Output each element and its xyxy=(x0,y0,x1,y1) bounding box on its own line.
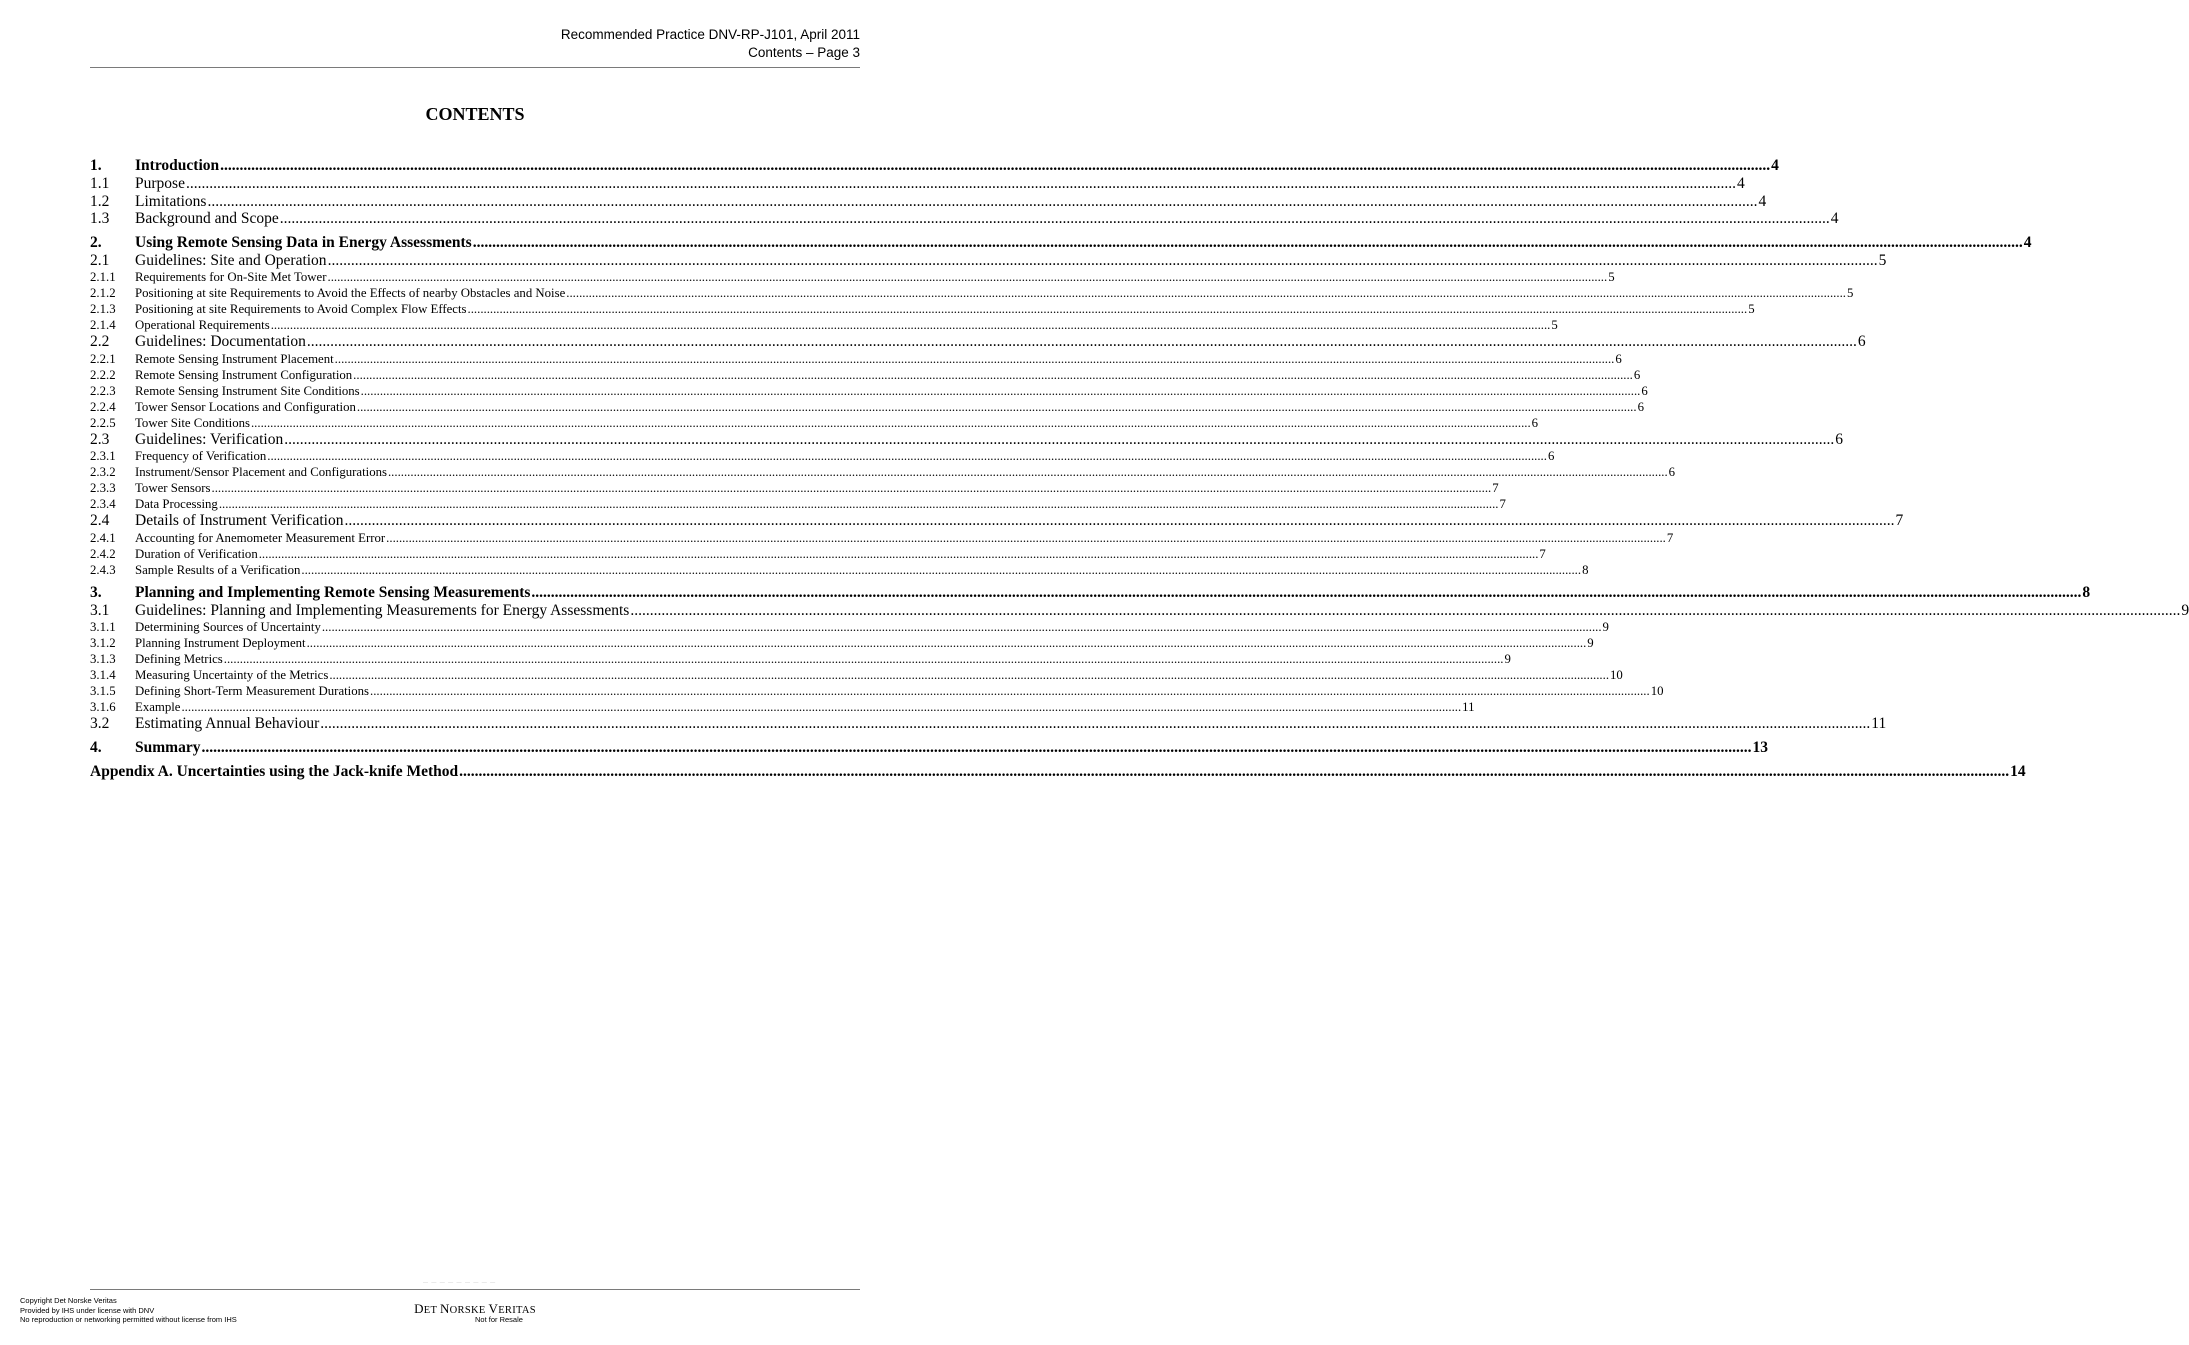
toc-entry-title: Details of Instrument Verification xyxy=(135,512,344,529)
toc-entry-page: 9 xyxy=(1587,636,1594,650)
toc-dot-leader: ................................................................................................................................................................................................................................................................................................................................................................................................................ xyxy=(320,715,1871,732)
toc-entry-page: 6 xyxy=(1531,415,1539,430)
toc-entry[interactable] xyxy=(90,333,1866,351)
toc-entry-page: 7 xyxy=(1666,530,1674,545)
toc-entry-number: 2.4.2 xyxy=(90,546,116,561)
toc-entry-number: 1. xyxy=(90,157,102,174)
toc-dot-leader: ................................................................................................................................................................................................................................................................................................................................................................................................................ xyxy=(327,270,1608,284)
toc-entry-title: Determining Sources of Uncertainty xyxy=(135,620,321,634)
toc-entry-page: 4 xyxy=(2023,233,2032,251)
toc-entry-page: 9 xyxy=(1504,652,1511,666)
toc-entry-number: 3.1.6 xyxy=(90,700,116,714)
toc-entry-number: 2.1 xyxy=(90,251,110,269)
toc-entry-number: 2.2.4 xyxy=(90,399,116,414)
footer-resale-note: Not for Resale xyxy=(475,1315,523,1324)
toc-entry[interactable] xyxy=(90,367,1641,383)
toc-entry[interactable] xyxy=(90,192,1767,211)
toc-entry-number: 1.3 xyxy=(90,210,110,227)
toc-entry[interactable] xyxy=(90,562,1589,578)
toc-entry-number: 2.3.2 xyxy=(90,465,116,479)
toc-dot-leader: ................................................................................................................................................................................................................................................................................................................................................................................................................ xyxy=(306,333,1857,350)
toc-entry-title: Planning Instrument Deployment xyxy=(135,636,306,650)
toc-dot-leader: ................................................................................................................................................................................................................................................................................................................................................................................................................ xyxy=(472,233,2023,251)
brand-v: V xyxy=(488,1301,499,1316)
toc-entry[interactable] xyxy=(90,635,1594,651)
toc-entry-title: Instrument/Sensor Placement and Configurations xyxy=(135,465,387,479)
toc-entry-title: Purpose xyxy=(135,175,185,192)
toc-entry-title: Accounting for Anemometer Measurement Error xyxy=(135,530,386,545)
toc-entry-page: 7 xyxy=(1895,512,1904,529)
toc-entry-page: 5 xyxy=(1551,318,1558,332)
toc-entry-appendix[interactable] xyxy=(90,762,2026,781)
toc-entry-number: 2.2 xyxy=(90,333,110,350)
toc-entry-title: Tower Sensors xyxy=(135,481,211,495)
toc-entry-title: Using Remote Sensing Data in Energy Assessments xyxy=(135,233,472,251)
toc-entry[interactable] xyxy=(90,699,1475,715)
toc-entry[interactable] xyxy=(90,351,1622,367)
toc-entry-number: 2.2.2 xyxy=(90,367,116,382)
toc-entry-title: Operational Requirements xyxy=(135,318,270,332)
toc-entry[interactable] xyxy=(90,667,1623,683)
toc-dot-leader: ................................................................................................................................................................................................................................................................................................................................................................................................................ xyxy=(185,175,1736,192)
toc-entry-page: 5 xyxy=(1748,302,1755,316)
toc-entry-title: Example xyxy=(135,700,181,714)
toc-entry[interactable] xyxy=(90,683,1664,699)
toc-dot-leader: ................................................................................................................................................................................................................................................................................................................................................................................................................ xyxy=(321,620,1602,634)
toc-dot-leader: ................................................................................................................................................................................................................................................................................................................................................................................................................ xyxy=(267,449,1547,463)
toc-entry-title: Positioning at site Requirements to Avoid Complex Flow Effects xyxy=(135,302,467,316)
toc-dot-leader: ................................................................................................................................................................................................................................................................................................................................................................................................................ xyxy=(284,430,1835,448)
toc-entry-page: 5 xyxy=(1846,286,1854,300)
toc-entry-title: Background and Scope xyxy=(135,210,279,227)
toc-dot-leader: ................................................................................................................................................................................................................................................................................................................................................................................................................ xyxy=(353,367,1633,382)
toc-entry-page: 6 xyxy=(1547,449,1555,463)
toc-entry[interactable] xyxy=(90,399,1644,415)
toc-dot-leader: ................................................................................................................................................................................................................................................................................................................................................................................................................ xyxy=(459,762,2010,780)
toc-entry-number: 3. xyxy=(90,583,102,601)
toc-entry[interactable] xyxy=(90,715,1887,733)
toc-dot-leader: ................................................................................................................................................................................................................................................................................................................................................................................................................ xyxy=(279,210,1830,227)
toc-entry-page: 6 xyxy=(1641,383,1648,398)
toc-dot-leader: ................................................................................................................................................................................................................................................................................................................................................................................................................ xyxy=(370,684,1650,698)
toc-entry-number: 2.2.5 xyxy=(90,415,116,430)
toc-dot-leader: ................................................................................................................................................................................................................................................................................................................................................................................................................ xyxy=(630,601,2181,619)
toc-entry[interactable] xyxy=(90,383,1648,399)
toc-entry-title: Introduction xyxy=(135,157,220,174)
toc-entry[interactable] xyxy=(90,415,1539,431)
footer-divider xyxy=(90,1289,860,1290)
footer-copyright: Copyright Det Norske Veritas xyxy=(20,1296,117,1305)
header-document-title: Recommended Practice DNV-RP-J101, April 2011 xyxy=(560,27,860,42)
toc-entry-title: Guidelines: Documentation xyxy=(135,333,306,350)
toc-entry-page: 4 xyxy=(1758,192,1767,210)
toc-entry-number: 2.4.1 xyxy=(90,530,116,545)
toc-entry-page: 9 xyxy=(2181,601,2189,619)
toc-entry-title: Tower Sensor Locations and Configuration xyxy=(135,399,356,414)
toc-dot-leader: ................................................................................................................................................................................................................................................................................................................................................................................................................ xyxy=(344,512,1895,529)
toc-entry-page: 7 xyxy=(1499,497,1506,511)
toc-title: CONTENTS xyxy=(425,104,525,124)
toc-entry-number: 1.1 xyxy=(90,175,110,192)
toc-entry-title: Defining Short-Term Measurement Durations xyxy=(135,684,370,698)
toc-entry-page: 5 xyxy=(1878,251,1887,269)
toc-entry[interactable] xyxy=(90,317,1558,333)
toc-dot-leader: ................................................................................................................................................................................................................................................................................................................................................................................................................ xyxy=(270,318,1551,332)
toc-entry[interactable] xyxy=(90,530,1674,546)
toc-entry-page: 13 xyxy=(1752,738,1768,756)
header-page-label: Contents – Page 3 xyxy=(748,45,860,60)
toc-entry[interactable] xyxy=(90,619,1609,635)
toc-dot-leader: ................................................................................................................................................................................................................................................................................................................................................................................................................ xyxy=(301,562,1582,577)
toc-entry[interactable] xyxy=(90,601,2189,620)
toc-entry-number: 2.2.1 xyxy=(90,351,116,366)
toc-entry[interactable] xyxy=(90,583,2091,602)
toc-entry[interactable] xyxy=(90,448,1555,464)
toc-entry-page: 6 xyxy=(1615,351,1622,366)
toc-dot-leader: ................................................................................................................................................................................................................................................................................................................................................................................................................ xyxy=(531,583,2082,601)
toc-entry-page: 6 xyxy=(1633,367,1641,382)
toc-dot-leader: ................................................................................................................................................................................................................................................................................................................................................................................................................ xyxy=(329,668,1610,682)
toc-dot-leader: ................................................................................................................................................................................................................................................................................................................................................................................................................ xyxy=(360,383,1641,398)
toc-entry[interactable] xyxy=(90,546,1546,562)
toc-entry[interactable] xyxy=(90,251,1887,270)
toc-entry[interactable] xyxy=(90,210,1839,228)
footer-watermark-line: — — — — — — — — — xyxy=(423,1280,497,1286)
toc-entry-title: Duration of Verification xyxy=(135,546,258,561)
toc-entry-title: Remote Sensing Instrument Site Conditions xyxy=(135,383,360,398)
toc-entry-number: 2.3 xyxy=(90,430,110,448)
toc-entry-number: 2.4 xyxy=(90,512,110,529)
toc-entry-title: Positioning at site Requirements to Avoid the Effects of nearby Obstacles and Noise xyxy=(135,286,566,300)
toc-dot-leader: ................................................................................................................................................................................................................................................................................................................................................................................................................ xyxy=(386,530,1666,545)
toc-entry-title: Data Processing xyxy=(135,497,218,511)
toc-entry-page: 11 xyxy=(1871,715,1887,732)
toc-entry-number: 2.3.4 xyxy=(90,497,116,511)
brand-n: N xyxy=(439,1301,450,1316)
brand-eritas: ERITAS xyxy=(498,1305,536,1316)
toc-entry[interactable] xyxy=(90,285,1854,301)
toc-entry-page: 8 xyxy=(2082,583,2091,601)
toc-entry-page: 4 xyxy=(1830,210,1839,227)
toc-entry-page: 6 xyxy=(1835,430,1843,448)
toc-entry-title: Appendix A. Uncertainties using the Jack-knife Method xyxy=(90,762,459,780)
toc-entry-number: 2.1.1 xyxy=(90,270,116,284)
toc-dot-leader: ................................................................................................................................................................................................................................................................................................................................................................................................................ xyxy=(218,497,1499,511)
toc-entry-page: 4 xyxy=(1736,175,1745,192)
toc-entry-page: 7 xyxy=(1539,546,1546,561)
toc-dot-leader: ................................................................................................................................................................................................................................................................................................................................................................................................................ xyxy=(334,351,1615,366)
toc-entry-number: 3.1.2 xyxy=(90,636,116,650)
toc-entry[interactable] xyxy=(90,157,1779,175)
toc-entry[interactable] xyxy=(90,738,1768,757)
toc-dot-leader: ................................................................................................................................................................................................................................................................................................................................................................................................................ xyxy=(306,636,1587,650)
toc-entry-title: Remote Sensing Instrument Configuration xyxy=(135,367,353,382)
brand-d: D xyxy=(414,1301,424,1316)
toc-entry[interactable] xyxy=(90,512,1904,530)
toc-dot-leader: ................................................................................................................................................................................................................................................................................................................................................................................................................ xyxy=(211,481,1492,495)
toc-entry-title: Sample Results of a Verification xyxy=(135,562,301,577)
footer-reproduction: No reproduction or networking permitted without license from IHS xyxy=(20,1315,237,1324)
toc-entry-page: 9 xyxy=(1602,620,1609,634)
toc-entry-number: 2.1.3 xyxy=(90,302,116,316)
header-divider xyxy=(90,67,860,68)
toc-entry-page: 6 xyxy=(1668,465,1676,479)
toc-dot-leader: ................................................................................................................................................................................................................................................................................................................................................................................................................ xyxy=(387,465,1668,479)
toc-entry-number: 2.4.3 xyxy=(90,562,116,577)
toc-entry-number: 1.2 xyxy=(90,192,110,210)
toc-entry-page: 6 xyxy=(1857,333,1866,350)
footer-provided: Provided by IHS under license with DNV xyxy=(20,1305,155,1315)
toc-entry[interactable] xyxy=(90,496,1506,512)
toc-entry[interactable] xyxy=(90,301,1755,317)
toc-entry-title: Defining Metrics xyxy=(135,652,223,666)
toc-entry-title: Planning and Implementing Remote Sensing Measurements xyxy=(135,583,531,601)
toc-entry-number: 3.1.4 xyxy=(90,668,116,682)
toc-entry-page: 6 xyxy=(1637,399,1644,414)
toc-entry[interactable] xyxy=(90,651,1511,667)
toc-dot-leader: ................................................................................................................................................................................................................................................................................................................................................................................................................ xyxy=(467,302,1748,316)
toc-entry-number: 4. xyxy=(90,738,102,756)
toc-entry[interactable] xyxy=(90,430,1843,449)
toc-entry-title: Guidelines: Verification xyxy=(135,430,284,448)
toc-entry[interactable] xyxy=(90,175,1745,193)
toc-entry-page: 7 xyxy=(1492,481,1499,495)
toc-dot-leader: ................................................................................................................................................................................................................................................................................................................................................................................................................ xyxy=(181,700,1462,714)
toc-dot-leader: ................................................................................................................................................................................................................................................................................................................................................................................................................ xyxy=(201,738,1752,756)
toc-entry-number: 3.1.5 xyxy=(90,684,116,698)
toc-entry-page: 10 xyxy=(1650,684,1664,698)
toc-dot-leader: ................................................................................................................................................................................................................................................................................................................................................................................................................ xyxy=(220,157,1771,174)
toc-entry-title: Limitations xyxy=(135,192,207,210)
toc-entry-title: Requirements for On-Site Met Tower xyxy=(135,270,327,284)
toc-entry-title: Summary xyxy=(135,738,201,756)
toc-dot-leader: ................................................................................................................................................................................................................................................................................................................................................................................................................ xyxy=(250,415,1531,430)
toc-entry-title: Remote Sensing Instrument Placement xyxy=(135,351,334,366)
toc-entry-number: 2. xyxy=(90,233,102,251)
toc-dot-leader: ................................................................................................................................................................................................................................................................................................................................................................................................................ xyxy=(566,286,1846,300)
toc-entry-page: 8 xyxy=(1582,562,1589,577)
toc-entry[interactable] xyxy=(90,233,2032,252)
toc-entry-page: 4 xyxy=(1771,157,1779,174)
toc-entry-page: 5 xyxy=(1608,270,1615,284)
toc-entry[interactable] xyxy=(90,464,1676,480)
table-of-contents xyxy=(90,157,2189,781)
toc-entry-number: 3.1 xyxy=(90,601,110,619)
toc-dot-leader: ................................................................................................................................................................................................................................................................................................................................................................................................................ xyxy=(356,399,1637,414)
toc-entry-number: 2.3.1 xyxy=(90,449,116,463)
toc-entry-number: 3.1.1 xyxy=(90,620,116,634)
toc-dot-leader: ................................................................................................................................................................................................................................................................................................................................................................................................................ xyxy=(223,652,1504,666)
toc-dot-leader: ................................................................................................................................................................................................................................................................................................................................................................................................................ xyxy=(258,546,1539,561)
toc-entry-page: 11 xyxy=(1462,700,1475,714)
toc-entry-number: 2.1.2 xyxy=(90,286,116,300)
toc-entry-number: 3.1.3 xyxy=(90,652,116,666)
toc-entry-number: 2.3.3 xyxy=(90,481,116,495)
toc-entry-title: Measuring Uncertainty of the Metrics xyxy=(135,668,329,682)
toc-entry[interactable] xyxy=(90,480,1499,496)
toc-entry-title: Estimating Annual Behaviour xyxy=(135,715,320,732)
page-header xyxy=(561,26,860,62)
toc-entry-title: Guidelines: Site and Operation xyxy=(135,251,327,269)
toc-entry-title: Guidelines: Planning and Implementing Measurements for Energy Assessments xyxy=(135,601,630,619)
toc-entry-title: Tower Site Conditions xyxy=(135,415,250,430)
toc-entry-number: 2.2.3 xyxy=(90,383,116,398)
brand-et: ET xyxy=(423,1305,440,1316)
toc-entry-page: 10 xyxy=(1610,668,1623,682)
toc-entry-number: 3.2 xyxy=(90,715,110,732)
toc-entry[interactable] xyxy=(90,269,1615,285)
brand-orske: ORSKE xyxy=(449,1305,489,1316)
toc-entry-page: 14 xyxy=(2010,762,2026,780)
toc-entry-number: 2.1.4 xyxy=(90,318,116,332)
toc-dot-leader: ................................................................................................................................................................................................................................................................................................................................................................................................................ xyxy=(207,192,1758,210)
toc-entry-title: Frequency of Verification xyxy=(135,449,267,463)
toc-dot-leader: ................................................................................................................................................................................................................................................................................................................................................................................................................ xyxy=(327,251,1878,269)
